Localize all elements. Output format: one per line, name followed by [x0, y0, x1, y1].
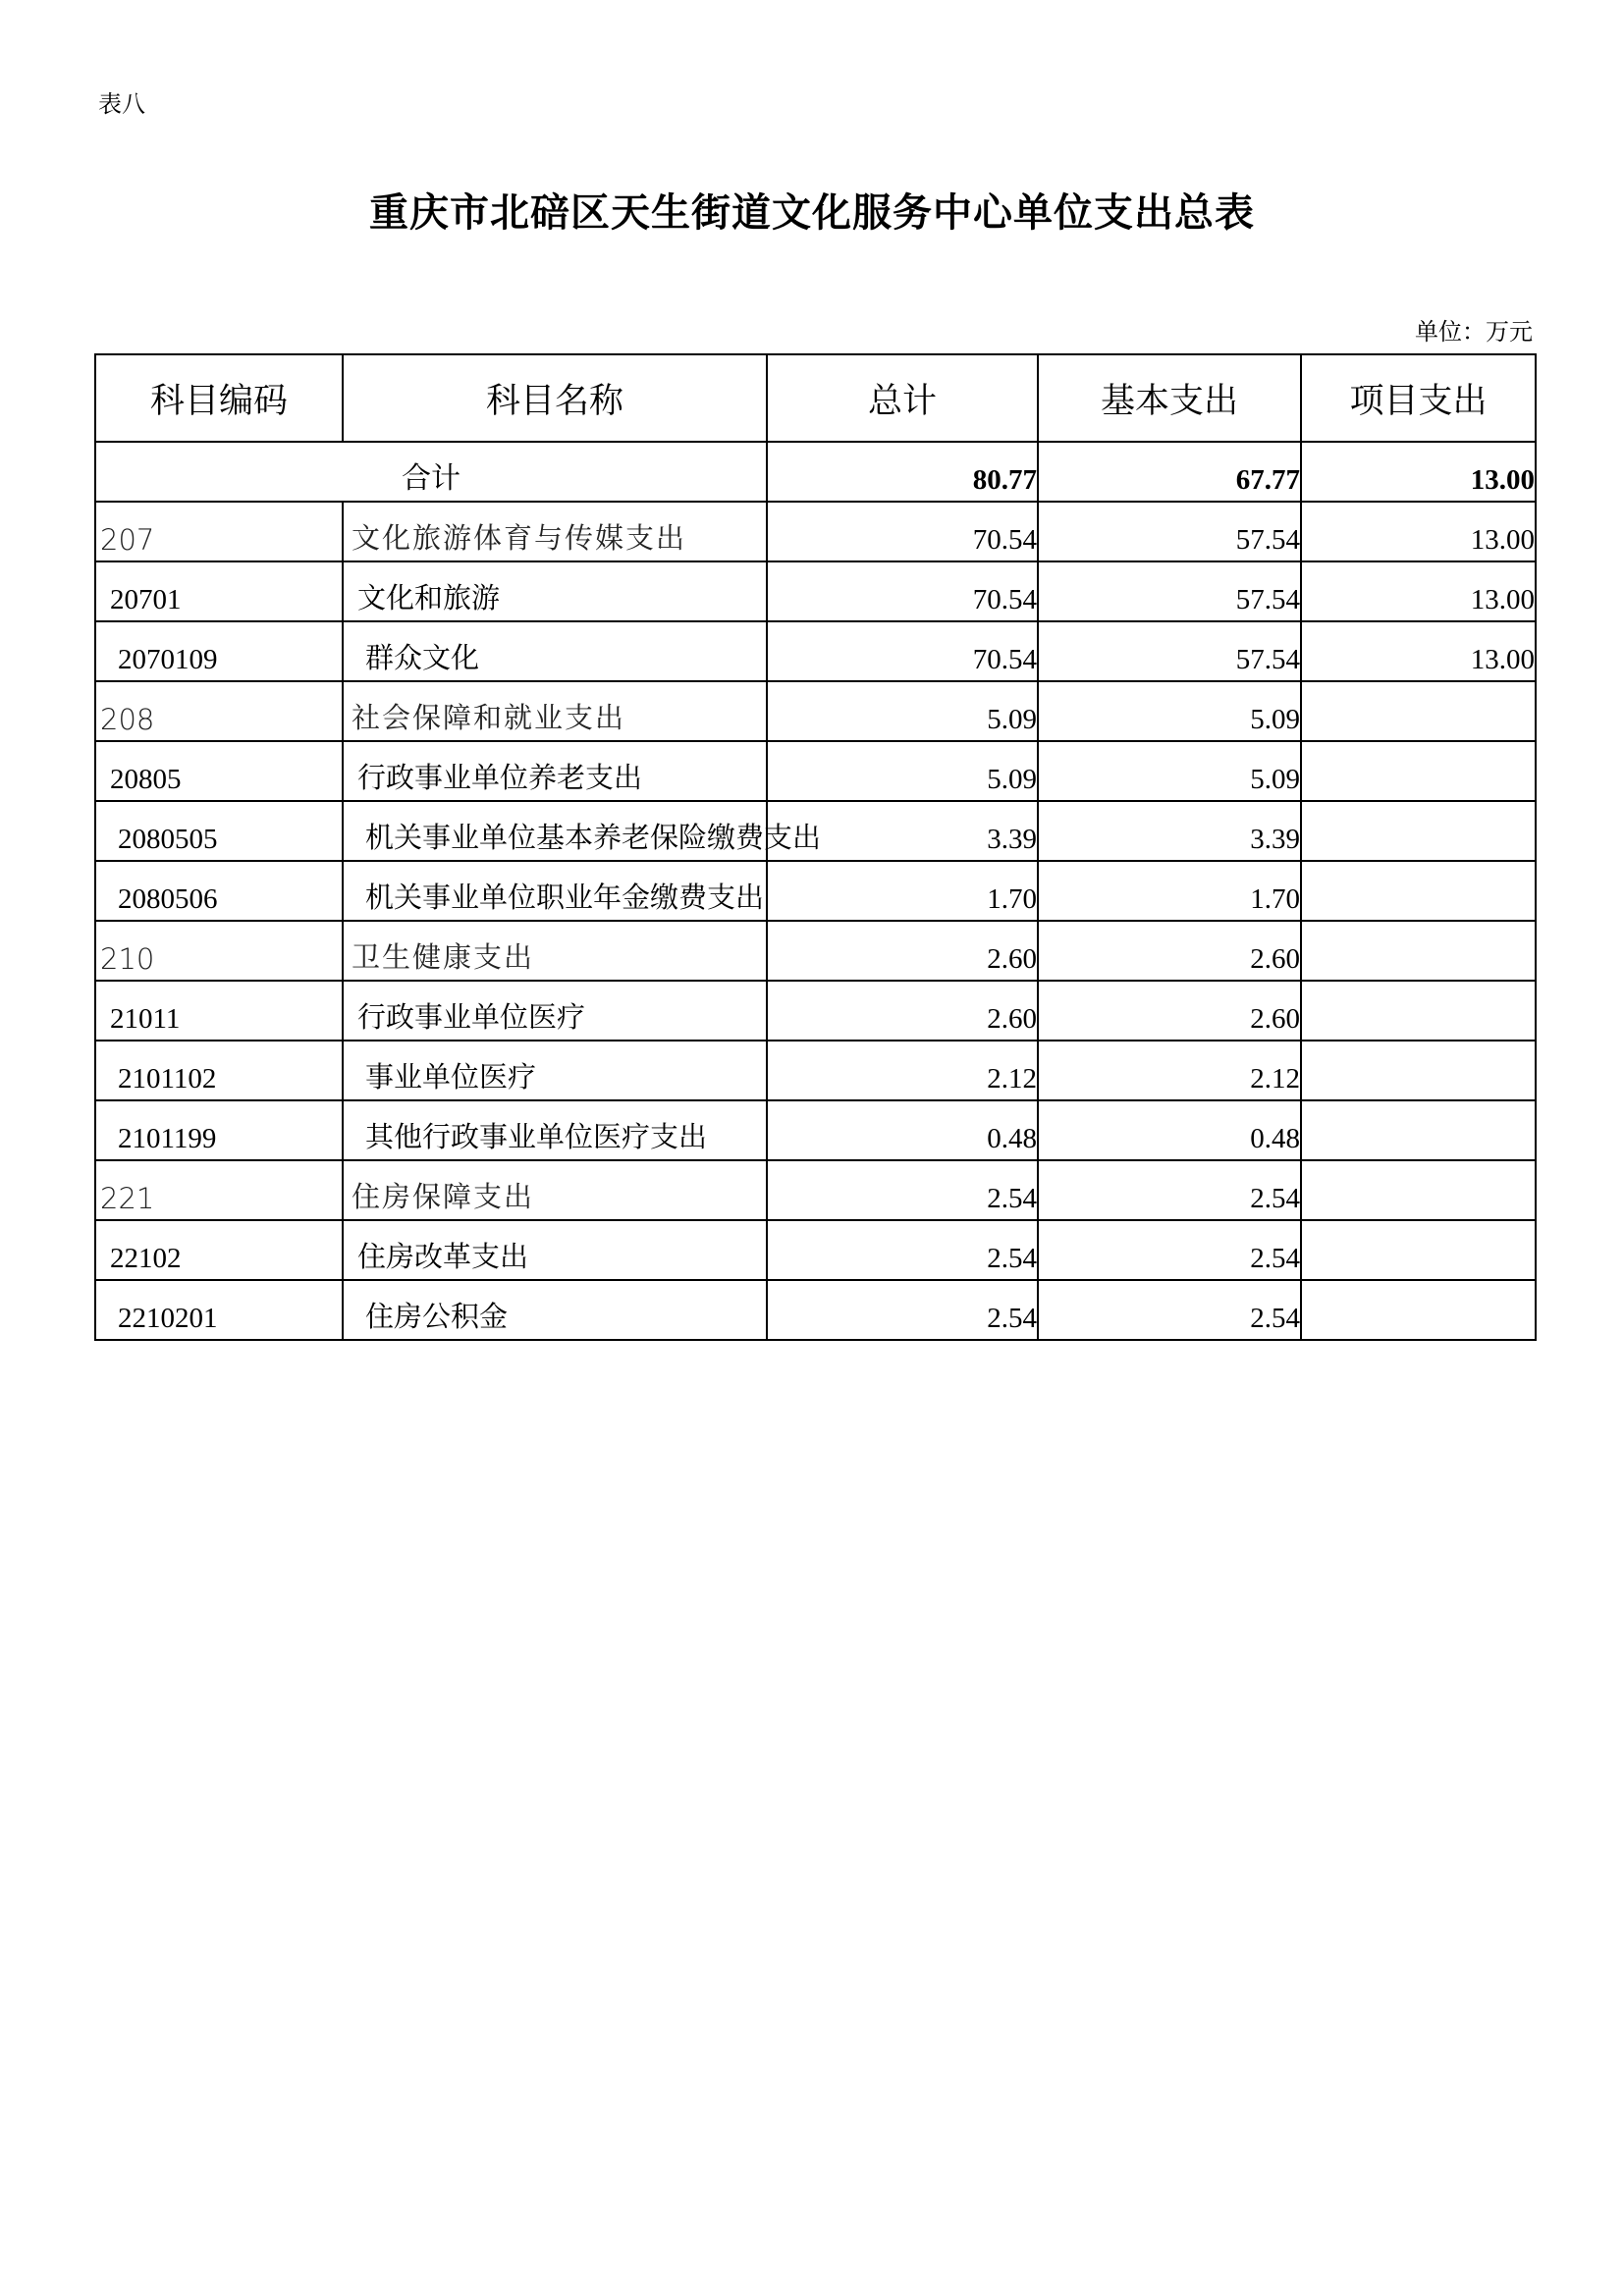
project-expenditure-cell — [1301, 741, 1536, 801]
subject-name-cell: 行政事业单位养老支出 — [343, 741, 767, 801]
table-number-label: 表八 — [98, 90, 145, 118]
table-row — [95, 861, 1536, 921]
project-expenditure-cell: 13.00 — [1301, 561, 1536, 621]
basic-expenditure-cell: 0.48 — [1038, 1100, 1301, 1160]
basic-expenditure-cell: 5.09 — [1038, 681, 1301, 741]
unit-label: 单位：万元 — [1415, 318, 1533, 346]
subject-name-cell: 住房改革支出 — [343, 1220, 767, 1280]
subject-name-cell: 卫生健康支出 — [343, 921, 767, 981]
subject-code-cell: 221 — [95, 1160, 343, 1220]
total-cell: 70.54 — [767, 502, 1038, 561]
project-expenditure-cell — [1301, 801, 1536, 861]
subject-code-cell: 207 — [95, 502, 343, 561]
subject-code-cell: 2210201 — [95, 1280, 343, 1340]
project-expenditure-cell — [1301, 861, 1536, 921]
subject-name-cell: 文化和旅游 — [343, 561, 767, 621]
header-subject-name: 科目名称 — [343, 354, 767, 442]
subject-code-cell: 2070109 — [95, 621, 343, 681]
total-cell: 70.54 — [767, 561, 1038, 621]
total-cell: 2.12 — [767, 1041, 1038, 1100]
project-expenditure-cell — [1301, 921, 1536, 981]
subject-name-cell: 机关事业单位职业年金缴费支出 — [343, 861, 767, 921]
total-cell: 2.54 — [767, 1160, 1038, 1220]
subject-name-cell: 群众文化 — [343, 621, 767, 681]
subject-code-cell: 210 — [95, 921, 343, 981]
project-expenditure-cell: 13.00 — [1301, 502, 1536, 561]
basic-expenditure-cell: 1.70 — [1038, 861, 1301, 921]
total-cell: 0.48 — [767, 1100, 1038, 1160]
table-row — [95, 621, 1536, 681]
total-cell: 1.70 — [767, 861, 1038, 921]
table-row — [95, 1220, 1536, 1280]
basic-expenditure-cell: 2.54 — [1038, 1280, 1301, 1340]
table-row — [95, 1041, 1536, 1100]
table-row — [95, 981, 1536, 1041]
project-expenditure-cell — [1301, 1041, 1536, 1100]
subject-name-cell: 住房保障支出 — [343, 1160, 767, 1220]
total-row — [95, 442, 1536, 502]
document-title: 重庆市北碚区天生街道文化服务中心单位支出总表 — [369, 190, 1255, 236]
project-expenditure-cell: 13.00 — [1301, 621, 1536, 681]
subject-code-cell: 21011 — [95, 981, 343, 1041]
table-row — [95, 1160, 1536, 1220]
table-row — [95, 502, 1536, 561]
subject-code-cell: 2080505 — [95, 801, 343, 861]
basic-expenditure-cell: 57.54 — [1038, 621, 1301, 681]
header-project-expenditure: 项目支出 — [1301, 354, 1536, 442]
basic-expenditure-cell: 2.12 — [1038, 1041, 1301, 1100]
subject-name-cell: 其他行政事业单位医疗支出 — [343, 1100, 767, 1160]
subject-code-cell: 20701 — [95, 561, 343, 621]
basic-expenditure-cell: 57.54 — [1038, 561, 1301, 621]
subject-name-cell: 行政事业单位医疗 — [343, 981, 767, 1041]
project-expenditure-cell — [1301, 1280, 1536, 1340]
total-cell: 2.60 — [767, 981, 1038, 1041]
subject-name-cell: 事业单位医疗 — [343, 1041, 767, 1100]
total-cell: 2.54 — [767, 1280, 1038, 1340]
total-label: 合计 — [95, 442, 767, 502]
total-project-amount: 13.00 — [1301, 442, 1536, 502]
subject-code-cell: 208 — [95, 681, 343, 741]
total-cell: 3.39 — [767, 801, 1038, 861]
table-row — [95, 921, 1536, 981]
header-total: 总计 — [767, 354, 1038, 442]
total-cell: 2.60 — [767, 921, 1038, 981]
project-expenditure-cell — [1301, 1100, 1536, 1160]
project-expenditure-cell — [1301, 681, 1536, 741]
project-expenditure-cell — [1301, 981, 1536, 1041]
table-row — [95, 1280, 1536, 1340]
subject-code-cell: 2101102 — [95, 1041, 343, 1100]
basic-expenditure-cell: 5.09 — [1038, 741, 1301, 801]
basic-expenditure-cell: 2.60 — [1038, 981, 1301, 1041]
project-expenditure-cell — [1301, 1220, 1536, 1280]
header-subject-code: 科目编码 — [95, 354, 343, 442]
subject-code-cell: 2080506 — [95, 861, 343, 921]
basic-expenditure-cell: 57.54 — [1038, 502, 1301, 561]
total-cell: 70.54 — [767, 621, 1038, 681]
subject-code-cell: 22102 — [95, 1220, 343, 1280]
total-basic-amount: 67.77 — [1038, 442, 1301, 502]
basic-expenditure-cell: 2.54 — [1038, 1160, 1301, 1220]
basic-expenditure-cell: 2.60 — [1038, 921, 1301, 981]
total-amount: 80.77 — [767, 442, 1038, 502]
project-expenditure-cell — [1301, 1160, 1536, 1220]
subject-code-cell: 20805 — [95, 741, 343, 801]
total-cell: 2.54 — [767, 1220, 1038, 1280]
table-row — [95, 741, 1536, 801]
basic-expenditure-cell: 2.54 — [1038, 1220, 1301, 1280]
header-basic-expenditure: 基本支出 — [1038, 354, 1301, 442]
subject-name-cell: 住房公积金 — [343, 1280, 767, 1340]
total-cell: 5.09 — [767, 741, 1038, 801]
table-row — [95, 1100, 1536, 1160]
subject-code-cell: 2101199 — [95, 1100, 343, 1160]
table-row — [95, 681, 1536, 741]
basic-expenditure-cell: 3.39 — [1038, 801, 1301, 861]
subject-name-cell: 文化旅游体育与传媒支出 — [343, 502, 767, 561]
expenditure-table — [94, 353, 1537, 1341]
table-row — [95, 561, 1536, 621]
total-cell: 5.09 — [767, 681, 1038, 741]
subject-name-cell: 机关事业单位基本养老保险缴费支出 — [343, 801, 767, 861]
subject-name-cell: 社会保障和就业支出 — [343, 681, 767, 741]
table-header-row — [95, 354, 1536, 442]
table-row — [95, 801, 1536, 861]
